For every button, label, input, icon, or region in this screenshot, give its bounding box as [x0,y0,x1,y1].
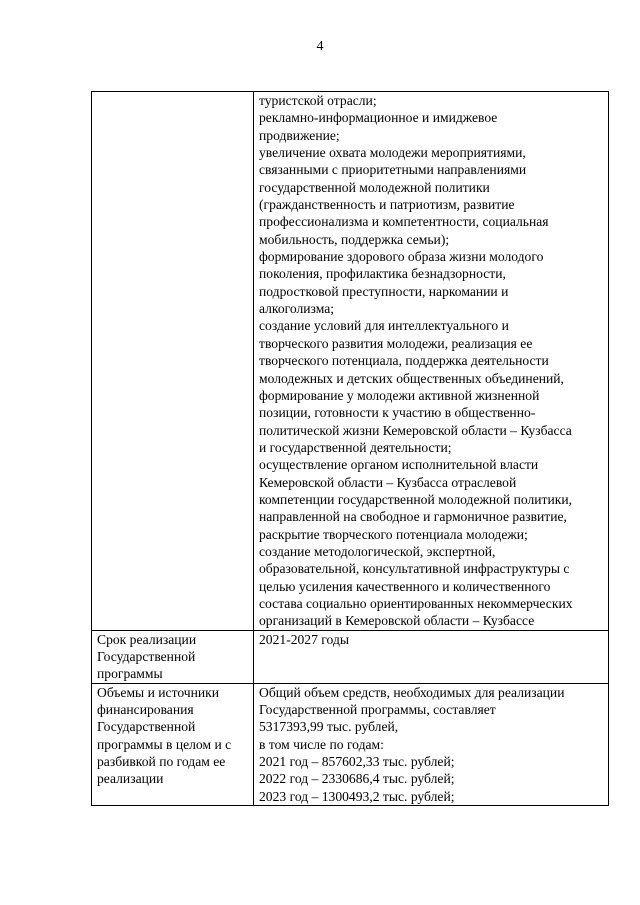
text-line: образовательной, консультативной инфраструктуры с [259,561,570,577]
row-label-cell [92,683,254,805]
text-line: 2021 год – 857602,33 тыс. рублей; [259,754,455,770]
text-line: молодежных и детских общественных объединений, [259,370,564,386]
row-label-cell [92,92,254,631]
text-line: подростковой преступности, наркомании и [259,283,509,299]
text-line: реализации [97,771,164,787]
text-line: и государственной деятельности; [259,439,452,455]
text-line: алкоголизма; [259,301,335,317]
passport-table [91,91,609,806]
text-line: программы [97,666,163,682]
table-row-funding [92,683,609,805]
text-line: творческого потенциала, поддержка деятельности [259,353,549,369]
text-line: туристской отрасли; [259,93,377,108]
text-line: политической жизни Кемеровской области – Кузбасса [259,422,572,438]
text-line: творческого развития молодежи, реализация ее [259,335,533,351]
text-line: (гражданственность и патриотизм, развитие [259,197,515,213]
text-line: 2022 год – 2330686,4 тыс. рублей; [259,771,455,787]
text-line: связанными с приоритетными направлениями [259,162,527,178]
text-line: программы в целом и с [97,736,232,752]
text-line: 2023 год – 1300493,2 тыс. рублей; [259,788,455,804]
text-line: осуществление органом исполнительной власти [259,457,539,473]
text-line: позиции, готовности к участию в общественно- [259,405,536,421]
text-line: увеличение охвата молодежи мероприятиями, [259,145,526,161]
text-line: Государственной [97,649,196,664]
text-line: состава социально ориентированных некоммерческих [259,595,573,611]
row-label-cell [92,630,254,683]
text-line: формирование здорового образа жизни молодого [259,249,544,265]
text-line: рекламно-информационное и имиджевое [259,110,498,126]
page-number: 4 [316,39,324,54]
text-line: Общий объем средств, необходимых для реализации [259,684,565,700]
text-line: продвижение; [259,127,340,143]
text-line: Кемеровской области – Кузбасса отраслевой [259,474,517,490]
row-content-cell [254,92,609,631]
text-line: мобильность, поддержка семьи); [259,231,450,247]
text-line: создание условий для интеллектуального и [259,318,509,334]
row-content-cell [254,683,609,805]
text-line: создание методологической, экспертной, [259,543,496,559]
text-line: раскрытие творческого потенциала молодежи; [259,526,528,542]
text-line: Объемы и источники [97,684,220,700]
text-line: разбивкой по годам ее [97,754,226,770]
row-content-cell [254,630,609,683]
text-line: Срок реализации [97,631,197,647]
text-line: целью усиления качественного и количественного [259,578,551,594]
text-line: в том числе по годам: [259,736,384,752]
text-line: поколения, профилактика безнадзорности, [259,266,506,282]
text-line: организаций в Кемеровской области – Кузбассе [259,613,535,629]
text-line: направленной на свободное и гармоничное развитие, [259,509,567,525]
text-line: компетенции государственной молодежной политики, [259,491,573,507]
table-row-goals-continued [92,92,609,631]
table-row-implementation-period [92,630,609,683]
text-line: 5317393,99 тыс. рублей, [259,719,399,735]
text-line: 2021-2027 годы [259,631,349,647]
text-line: финансирования [97,702,194,718]
text-line: Государственной [97,719,196,735]
text-line: Государственной программы, составляет [259,702,496,718]
text-line: государственной молодежной политики [259,179,490,195]
text-line: профессионализма и компетентности, социальная [259,214,549,230]
text-line: формирование у молодежи активной жизненной [259,387,540,403]
